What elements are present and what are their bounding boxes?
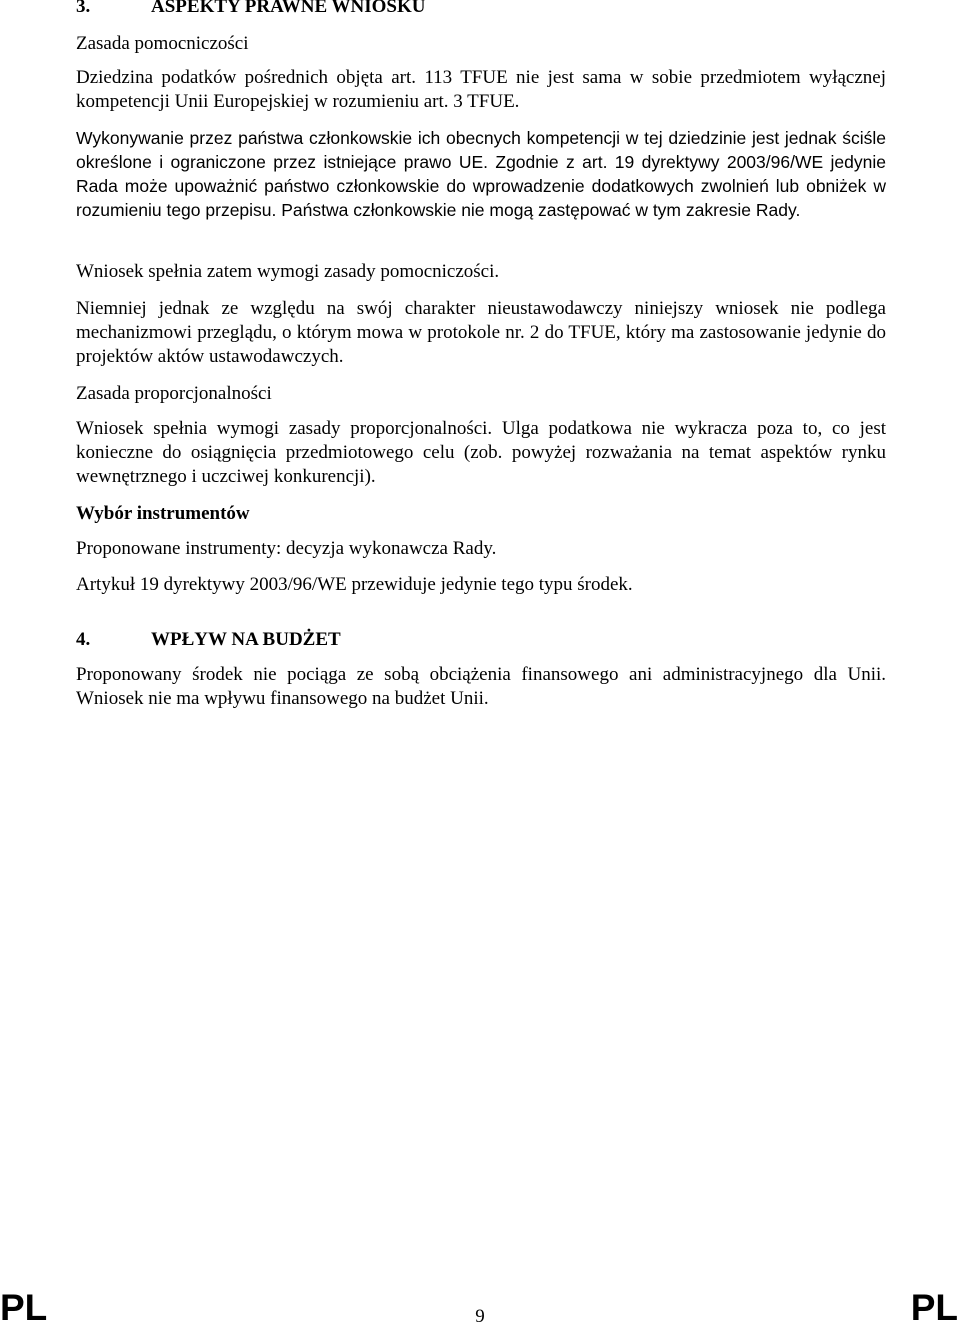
paragraph-5: Wniosek spełnia wymogi zasady proporcjonalności. Ulga podatkowa nie wykracza poza to, co jest konieczne do osiągnięcia przedmiotowego celu (zob. powyżej rozważania na temat aspektów rynku wewnętrznego i uczciwej konkurencji). (76, 418, 886, 487)
subheading-instrument: Wybór instrumentów (76, 503, 250, 524)
footer-language-right: PL (910, 1287, 958, 1328)
subheading-subsidiarity: Zasada pomocniczości (76, 33, 249, 54)
section-title: WPŁYW NA BUDŻET (151, 629, 341, 650)
section-title: ASPEKTY PRAWNE WNIOSKU (151, 0, 426, 17)
paragraph-3: Wniosek spełnia zatem wymogi zasady pomocniczości. (76, 261, 500, 282)
section-number: 4. (76, 629, 91, 650)
paragraph-4: Niemniej jednak ze względu na swój charakter nieustawodawczy niniejszy wniosek nie podlega mechanizmowi przeglądu, o którym mowa w protokole nr. 2 do TFUE, który ma zastosowanie jedynie do projektów aktów ustawodawczych. (76, 298, 886, 367)
paragraph-7: Artykuł 19 dyrektywy 2003/96/WE przewiduje jedynie tego typu środek. (76, 574, 633, 595)
footer-language-left: PL (0, 1287, 48, 1328)
paragraph-1: Dziedzina podatków pośrednich objęta art. 113 TFUE nie jest sama w sobie przedmiotem wyłącznej kompetencji Unii Europejskiej w rozumieniu art. 3 TFUE. (76, 67, 886, 112)
section-number: 3. (76, 0, 91, 17)
paragraph-6: Proponowane instrumenty: decyzja wykonawcza Rady. (76, 538, 497, 559)
page-number: 9 (475, 1306, 485, 1327)
paragraph-8: Proponowany środek nie pociąga ze sobą obciążenia finansowego ani administracyjnego dla Unii. Wniosek nie ma wpływu finansowego na budżet Unii. (76, 664, 886, 709)
paragraph-2: Wykonywanie przez państwa członkowskie ich obecnych kompetencji w tej dziedzinie jest jednak ściśle określone i ograniczone przez istniejące prawo UE. Zgodnie z art. 19 dyrektywy 2003/96/WE jedynie Rada może upoważnić państwo członkowskie do wprowadzenie dodatkowych zwolnień lub obniżek w rozumieniu tego przepisu. Państwa członkowskie nie mogą zastępować w tym zakresie Rady. (76, 128, 886, 220)
subheading-proportionality: Zasada proporcjonalności (76, 383, 272, 404)
